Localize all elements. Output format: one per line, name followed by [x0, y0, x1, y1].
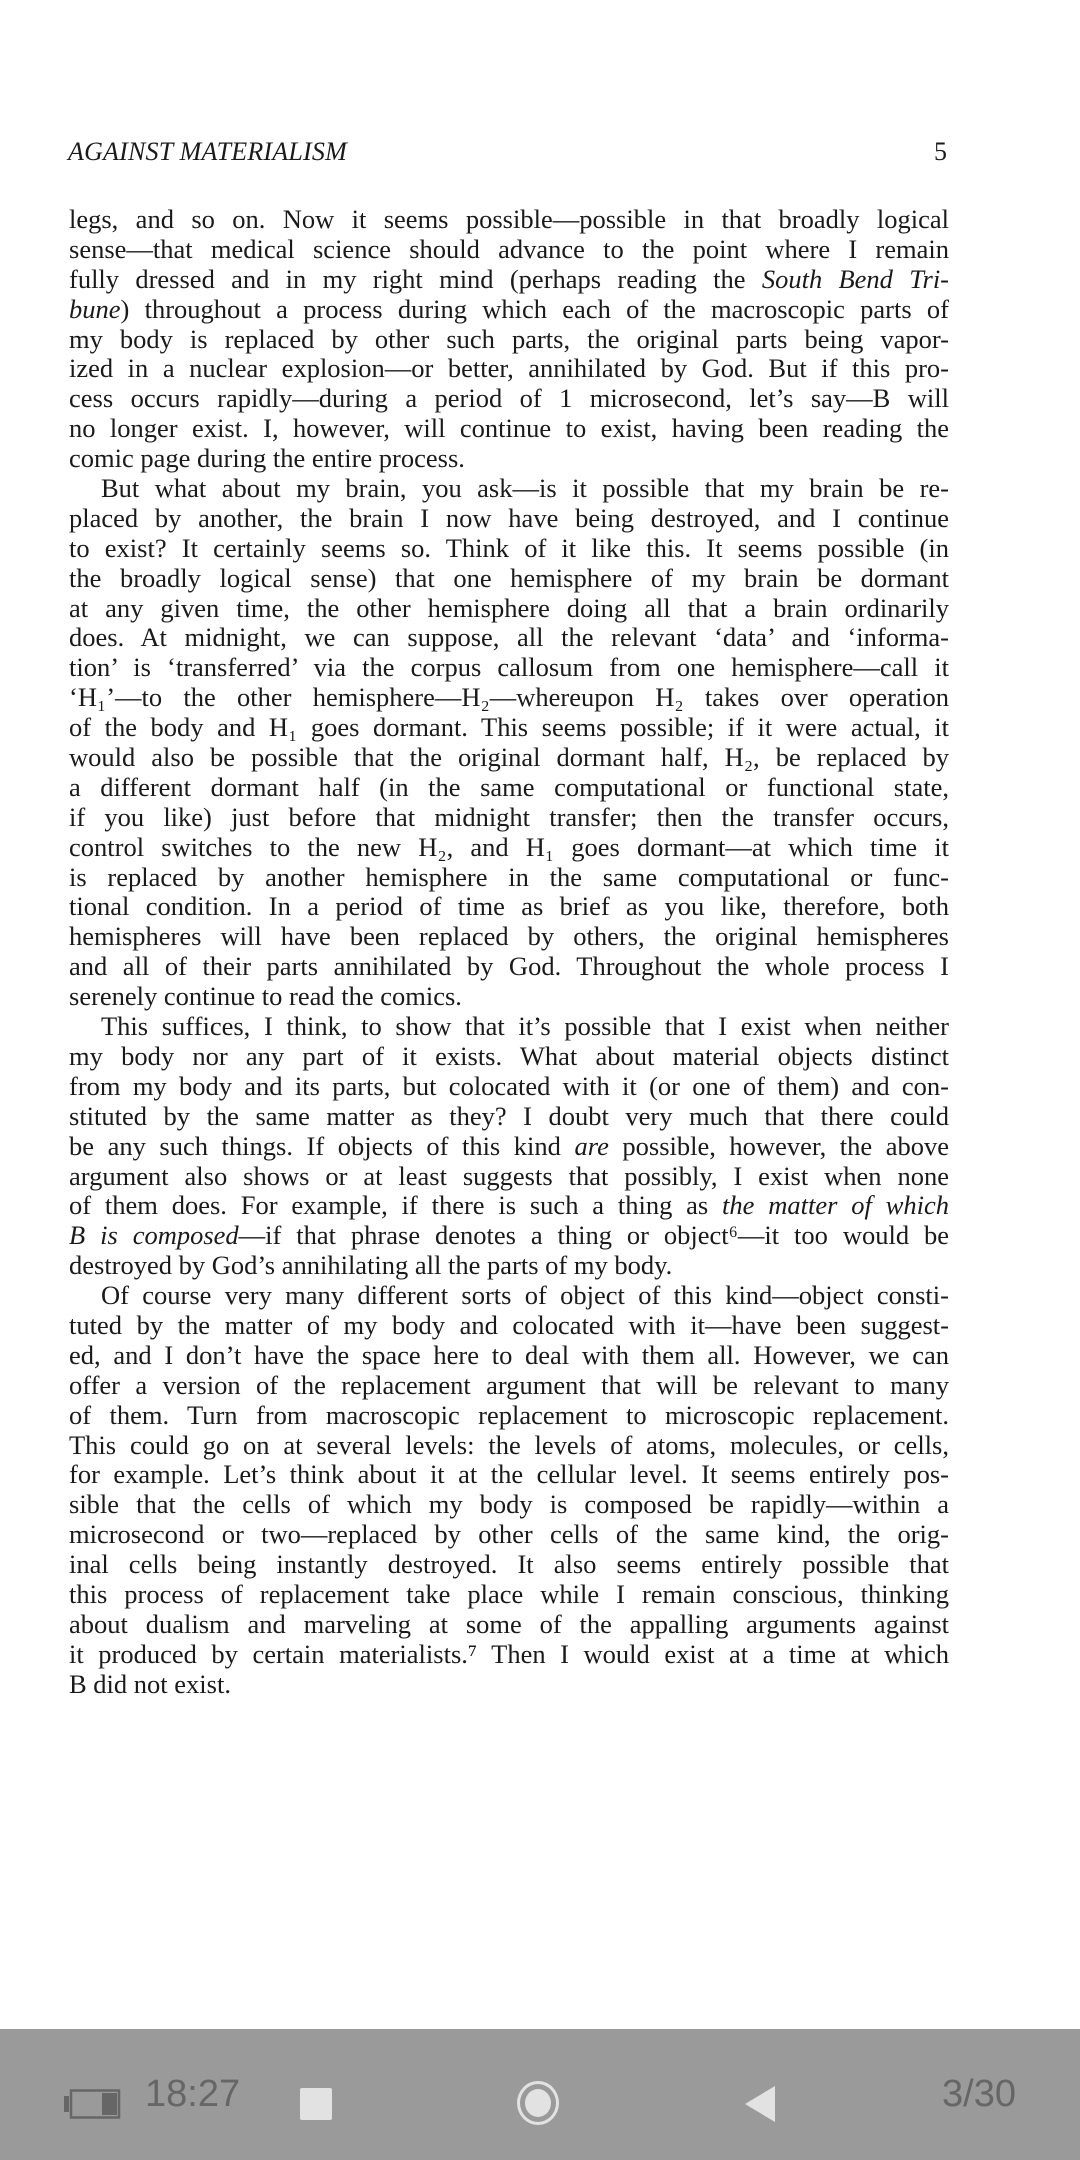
- text-line: [69, 594, 949, 624]
- text-line: [69, 1460, 949, 1490]
- text-line: [69, 1341, 949, 1371]
- text-line: [69, 1102, 949, 1132]
- text-line: [69, 1042, 949, 1072]
- text-segment: destroyed by God’s annihilating all the parts of my body.: [69, 1250, 673, 1281]
- text-line: [69, 1580, 949, 1610]
- text-segment: at any given time, the other hemisphere doing all that a brain ordinarily: [69, 592, 949, 623]
- text-line: [69, 982, 949, 1012]
- text-line: [69, 414, 949, 444]
- text-line: [69, 1072, 949, 1102]
- text-segment: microsecond or two—replaced by other cells of the same kind, the orig-: [69, 1519, 949, 1550]
- italic-text: South Bend Tri-: [761, 263, 950, 294]
- text-line: [69, 295, 949, 325]
- text-segment: ized in a nuclear explosion—or better, annihilated by God. But if this pro-: [69, 353, 949, 384]
- text-segment: my body nor any part of it exists. What about material objects distinct: [69, 1040, 949, 1071]
- text-line: [69, 653, 949, 683]
- text-segment: it produced by certain materialists.⁷ Then I would exist at a time at which: [69, 1638, 949, 1669]
- text-line: [69, 833, 949, 863]
- text-line: [69, 743, 949, 773]
- text-segment: fully dressed and in my right mind (perhaps reading the: [69, 263, 762, 294]
- text-segment: does. At midnight, we can suppose, all the relevant ‘data’ and ‘informa-: [69, 622, 949, 653]
- text-line: [69, 1550, 949, 1580]
- text-segment: offer a version of the replacement argument that will be relevant to many: [69, 1369, 949, 1400]
- text-line: [69, 1012, 949, 1042]
- text-segment: if you like) just before that midnight transfer; then the transfer occurs,: [69, 801, 949, 832]
- text-line: [69, 863, 949, 893]
- text-segment: the broadly logical sense) that one hemisphere of my brain be dormant: [69, 562, 949, 593]
- italic-text: B is composed: [69, 1220, 239, 1251]
- text-line: [69, 1281, 949, 1311]
- text-line: [69, 1610, 949, 1640]
- text-line: [69, 504, 949, 534]
- text-line: [69, 922, 949, 952]
- text-segment: of them. Turn from macroscopic replacement to microscopic replacement.: [69, 1399, 949, 1430]
- text-segment: comic page during the entire process.: [69, 443, 465, 474]
- text-line: [69, 1162, 949, 1192]
- text-line: [69, 1132, 949, 1162]
- text-line: [69, 325, 949, 355]
- text-segment: sense—that medical science should advance to the point where I remain: [69, 233, 949, 264]
- page-number: 5: [934, 137, 947, 166]
- text-line: [69, 384, 949, 414]
- home-icon[interactable]: [517, 2081, 559, 2125]
- text-line: [69, 1191, 949, 1221]
- text-line: [69, 1401, 949, 1431]
- text-segment: and all of their parts annihilated by God. Throughout the whole process I: [69, 951, 949, 982]
- text-segment: no longer exist. I, however, will continue to exist, having been reading the: [69, 413, 949, 444]
- body-text: [69, 205, 949, 1700]
- running-header: AGAINST MATERIALISM: [68, 137, 347, 166]
- text-segment: my body is replaced by other such parts, the original parts being vapor-: [69, 323, 949, 354]
- text-line: [69, 564, 949, 594]
- bottom-navigation-bar: [0, 2029, 1080, 2160]
- text-line: [69, 474, 949, 504]
- text-segment: ed, and I don’t have the space here to deal with them all. However, we can: [69, 1339, 949, 1370]
- text-segment: would also be possible that the original dormant half, H₂, be replaced by: [69, 742, 949, 773]
- battery-icon: [64, 2089, 122, 2119]
- text-segment: ) throughout a process during which each of the macroscopic parts of: [120, 293, 949, 324]
- text-segment: cess occurs rapidly—during a period of 1 microsecond, let’s say—B will: [69, 383, 949, 414]
- text-segment: control switches to the new H₂, and H₁ goes dormant—at which time it: [69, 831, 949, 862]
- text-segment: this process of replacement take place while I remain conscious, thinking: [69, 1578, 949, 1609]
- text-line: [69, 265, 949, 295]
- text-segment: possible, however, the above: [608, 1130, 949, 1161]
- text-segment: sible that the cells of which my body is composed be rapidly—within a: [69, 1489, 949, 1520]
- text-line: [69, 1670, 949, 1700]
- text-line: [69, 683, 949, 713]
- text-segment: But what about my brain, you ask—is it possible that my brain be re-: [101, 473, 949, 504]
- text-line: [69, 623, 949, 653]
- text-line: [69, 713, 949, 743]
- text-line: [69, 534, 949, 564]
- text-line: [69, 892, 949, 922]
- text-line: [69, 1520, 949, 1550]
- text-line: [69, 235, 949, 265]
- italic-text: bune: [69, 293, 121, 324]
- text-line: [69, 803, 949, 833]
- text-segment: a different dormant half (in the same computational or functional state,: [69, 771, 949, 802]
- text-segment: of them does. For example, if there is such a thing as: [69, 1190, 723, 1221]
- text-line: [69, 1431, 949, 1461]
- clock-time: 18:27: [145, 2073, 241, 2115]
- text-segment: be any such things. If objects of this kind: [69, 1130, 575, 1161]
- text-segment: of the body and H₁ goes dormant. This seems possible; if it were actual, it: [69, 712, 949, 743]
- text-segment: legs, and so on. Now it seems possible—possible in that broadly logical: [69, 204, 949, 234]
- text-segment: from my body and its parts, but colocated with it (or one of them) and con-: [69, 1070, 949, 1101]
- text-segment: Of course very many different sorts of object of this kind—object consti-: [101, 1280, 949, 1311]
- text-line: [69, 773, 949, 803]
- text-segment: hemispheres will have been replaced by others, the original hemispheres: [69, 921, 949, 952]
- text-segment: tional condition. In a period of time as brief as you like, therefore, both: [69, 891, 949, 922]
- text-line: [69, 952, 949, 982]
- text-segment: to exist? It certainly seems so. Think of it like this. It seems possible (in: [69, 532, 949, 563]
- text-segment: This suffices, I think, to show that it’s possible that I exist when neither: [101, 1011, 949, 1042]
- text-segment: tion’ is ‘transferred’ via the corpus callosum from one hemisphere—call it: [69, 652, 949, 683]
- back-icon[interactable]: [745, 2086, 775, 2122]
- italic-text: the matter of which: [722, 1190, 949, 1221]
- recents-icon[interactable]: [300, 2088, 332, 2120]
- page-indicator: 3/30: [942, 2073, 1016, 2115]
- text-segment: placed by another, the brain I now have being destroyed, and I continue: [69, 502, 949, 533]
- text-segment: ‘H₁’—to the other hemisphere—H₂—whereupon H₂ takes over operation: [69, 682, 949, 713]
- text-segment: is replaced by another hemisphere in the same computational or func-: [69, 861, 949, 892]
- text-segment: This could go on at several levels: the levels of atoms, molecules, or cells,: [69, 1429, 949, 1460]
- text-segment: serenely continue to read the comics.: [69, 981, 462, 1012]
- text-segment: tuted by the matter of my body and colocated with it—have been suggest-: [69, 1309, 949, 1340]
- text-line: [69, 1251, 949, 1281]
- text-segment: inal cells being instantly destroyed. It also seems entirely possible that: [69, 1549, 949, 1580]
- text-line: [69, 354, 949, 384]
- text-segment: stituted by the same matter as they? I doubt very much that there could: [69, 1100, 949, 1131]
- text-segment: —if that phrase denotes a thing or object⁶—it too would be: [238, 1220, 949, 1251]
- text-line: [69, 1221, 949, 1251]
- text-line: [69, 1490, 949, 1520]
- text-segment: for example. Let’s think about it at the cellular level. It seems entirely pos-: [69, 1459, 949, 1490]
- text-segment: B did not exist.: [69, 1668, 231, 1699]
- text-line: [69, 444, 949, 474]
- italic-text: are: [574, 1130, 609, 1161]
- text-line: [69, 1311, 949, 1341]
- text-segment: about dualism and marveling at some of the appalling arguments against: [69, 1608, 949, 1639]
- text-segment: argument also shows or at least suggests that possibly, I exist when none: [69, 1160, 949, 1191]
- text-line: [69, 1640, 949, 1670]
- text-line: [69, 1371, 949, 1401]
- text-line: [69, 205, 949, 235]
